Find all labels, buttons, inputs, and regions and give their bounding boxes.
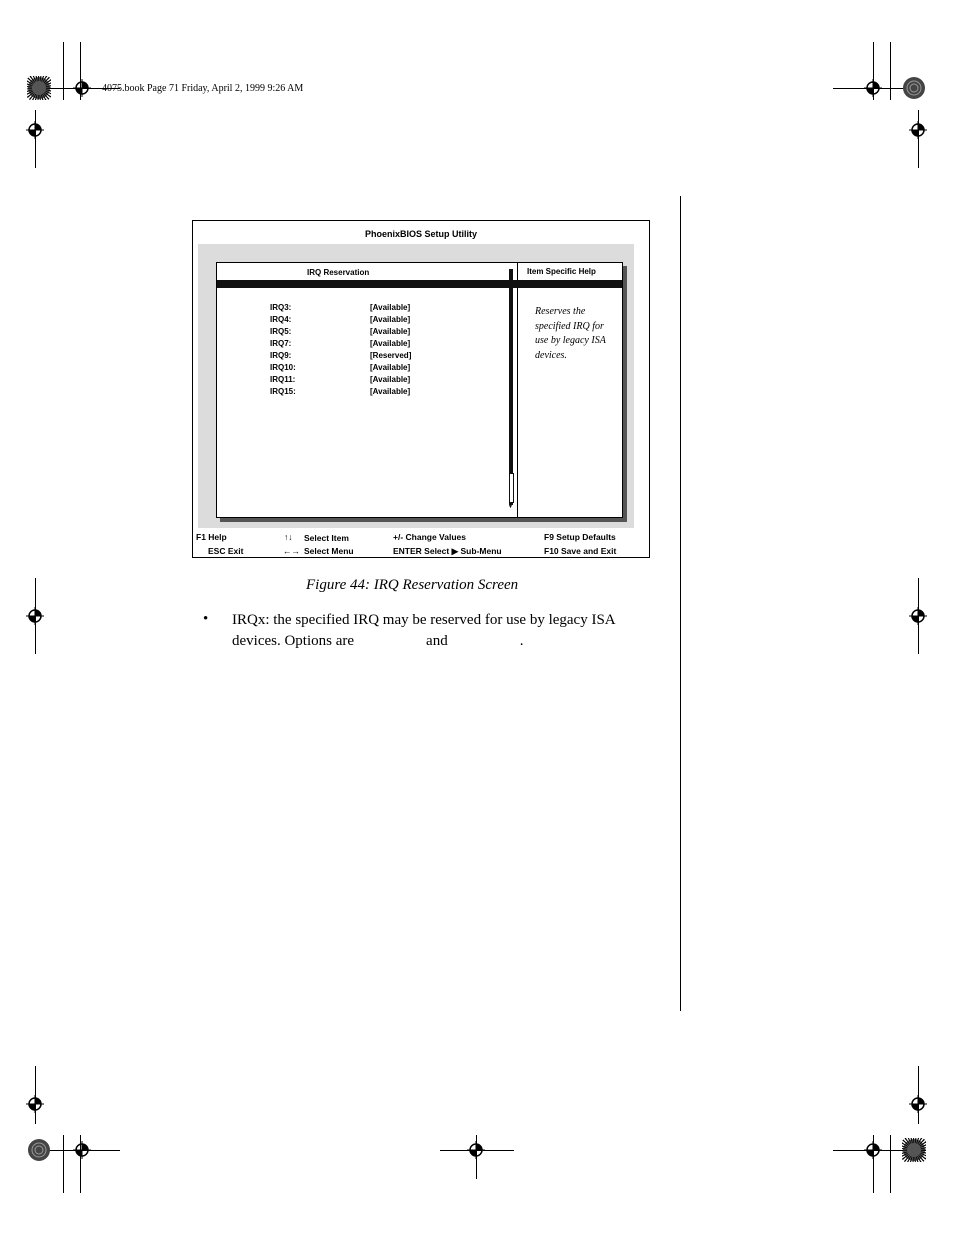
registration-mark-icon	[909, 1095, 927, 1113]
paragraph-text-2: and	[426, 633, 448, 649]
irq-value[interactable]: [Available]	[370, 339, 411, 348]
registration-mark-icon	[26, 1095, 44, 1113]
figure-caption: Figure 44: IRQ Reservation Screen	[306, 577, 519, 593]
irq-value[interactable]: [Available]	[370, 327, 411, 336]
menu-bar	[217, 280, 622, 288]
crop-mark	[890, 42, 891, 100]
margin-rule	[680, 196, 681, 1011]
bullet-paragraph	[232, 610, 652, 652]
registration-mark-icon	[909, 607, 927, 625]
registration-mark-icon	[26, 121, 44, 139]
registration-mark-icon	[73, 1141, 91, 1159]
key-change-values: +/- Change Values	[393, 532, 466, 542]
color-target-icon	[27, 1138, 51, 1162]
irq-label: IRQ15:	[270, 387, 296, 396]
help-text: Reserves the specified IRQ for use by legacy ISA devices.	[535, 306, 606, 361]
key-f1-help: F1 Help	[196, 532, 227, 542]
irq-label: IRQ9:	[270, 351, 292, 360]
registration-mark-icon	[864, 79, 882, 97]
key-f10-save-exit: F10 Save and Exit	[544, 546, 617, 556]
registration-mark-icon	[467, 1141, 485, 1159]
irq-value[interactable]: [Reserved]	[370, 351, 412, 360]
key-enter-select	[393, 546, 502, 557]
registration-mark-icon	[26, 607, 44, 625]
registration-mark-icon	[864, 1141, 882, 1159]
irq-value[interactable]: [Available]	[370, 363, 411, 372]
bios-title: PhoenixBIOS Setup Utility	[364, 229, 477, 239]
scrollbar-track[interactable]	[509, 269, 513, 505]
irq-label: IRQ7:	[270, 339, 292, 348]
paragraph-text-1: IRQx: the specified IRQ may be reserved for use by legacy ISA devices. Options are	[232, 612, 615, 649]
crop-mark	[63, 1135, 64, 1193]
irq-label: IRQ4:	[270, 315, 292, 324]
crop-mark	[35, 110, 36, 168]
crop-mark	[63, 42, 64, 100]
key-submenu-label: Sub-Menu	[460, 546, 502, 556]
bios-screenshot	[192, 220, 650, 558]
key-select-item: Select Item	[304, 533, 349, 543]
key-f9-defaults: F9 Setup Defaults	[544, 532, 616, 542]
help-header	[517, 263, 623, 280]
panel-title: IRQ Reservation	[307, 268, 370, 277]
panel-header	[217, 263, 517, 280]
registration-mark-icon	[73, 79, 91, 97]
irq-value[interactable]: [Available]	[370, 303, 411, 312]
irq-label: IRQ11:	[270, 375, 296, 384]
registration-mark-icon	[909, 121, 927, 139]
bullet-icon: •	[203, 611, 209, 627]
bios-background	[198, 244, 634, 528]
key-esc-exit: ESC Exit	[208, 546, 244, 556]
irq-label: IRQ10:	[270, 363, 296, 372]
help-divider	[517, 288, 518, 517]
irq-value[interactable]: [Available]	[370, 387, 411, 396]
starburst-mark-icon	[27, 76, 51, 100]
paragraph-text-3: .	[519, 633, 524, 649]
starburst-mark-icon	[902, 1138, 926, 1162]
key-select-menu: Select Menu	[304, 546, 354, 556]
crop-mark	[918, 110, 919, 168]
crop-mark	[890, 1135, 891, 1193]
scroll-down-icon[interactable]: ▼	[508, 504, 513, 510]
up-down-arrows-icon: ↑↓	[284, 532, 293, 542]
key-enter-select-label: ENTER Select	[393, 546, 450, 556]
scrollbar-thumb[interactable]	[509, 473, 514, 503]
submenu-arrow-icon: ▶	[451, 546, 459, 556]
left-right-arrows-icon: ←→	[283, 546, 300, 556]
irq-value[interactable]: [Available]	[370, 375, 411, 384]
bios-panel	[216, 262, 623, 518]
color-target-icon	[902, 76, 926, 100]
help-title: Item Specific Help	[527, 267, 596, 276]
irq-label: IRQ5:	[270, 327, 292, 336]
irq-label: IRQ3:	[270, 303, 292, 312]
irq-value[interactable]: [Available]	[370, 315, 411, 324]
page-header-slug: 4075.book Page 71 Friday, April 2, 1999 9:26 AM	[102, 83, 304, 94]
